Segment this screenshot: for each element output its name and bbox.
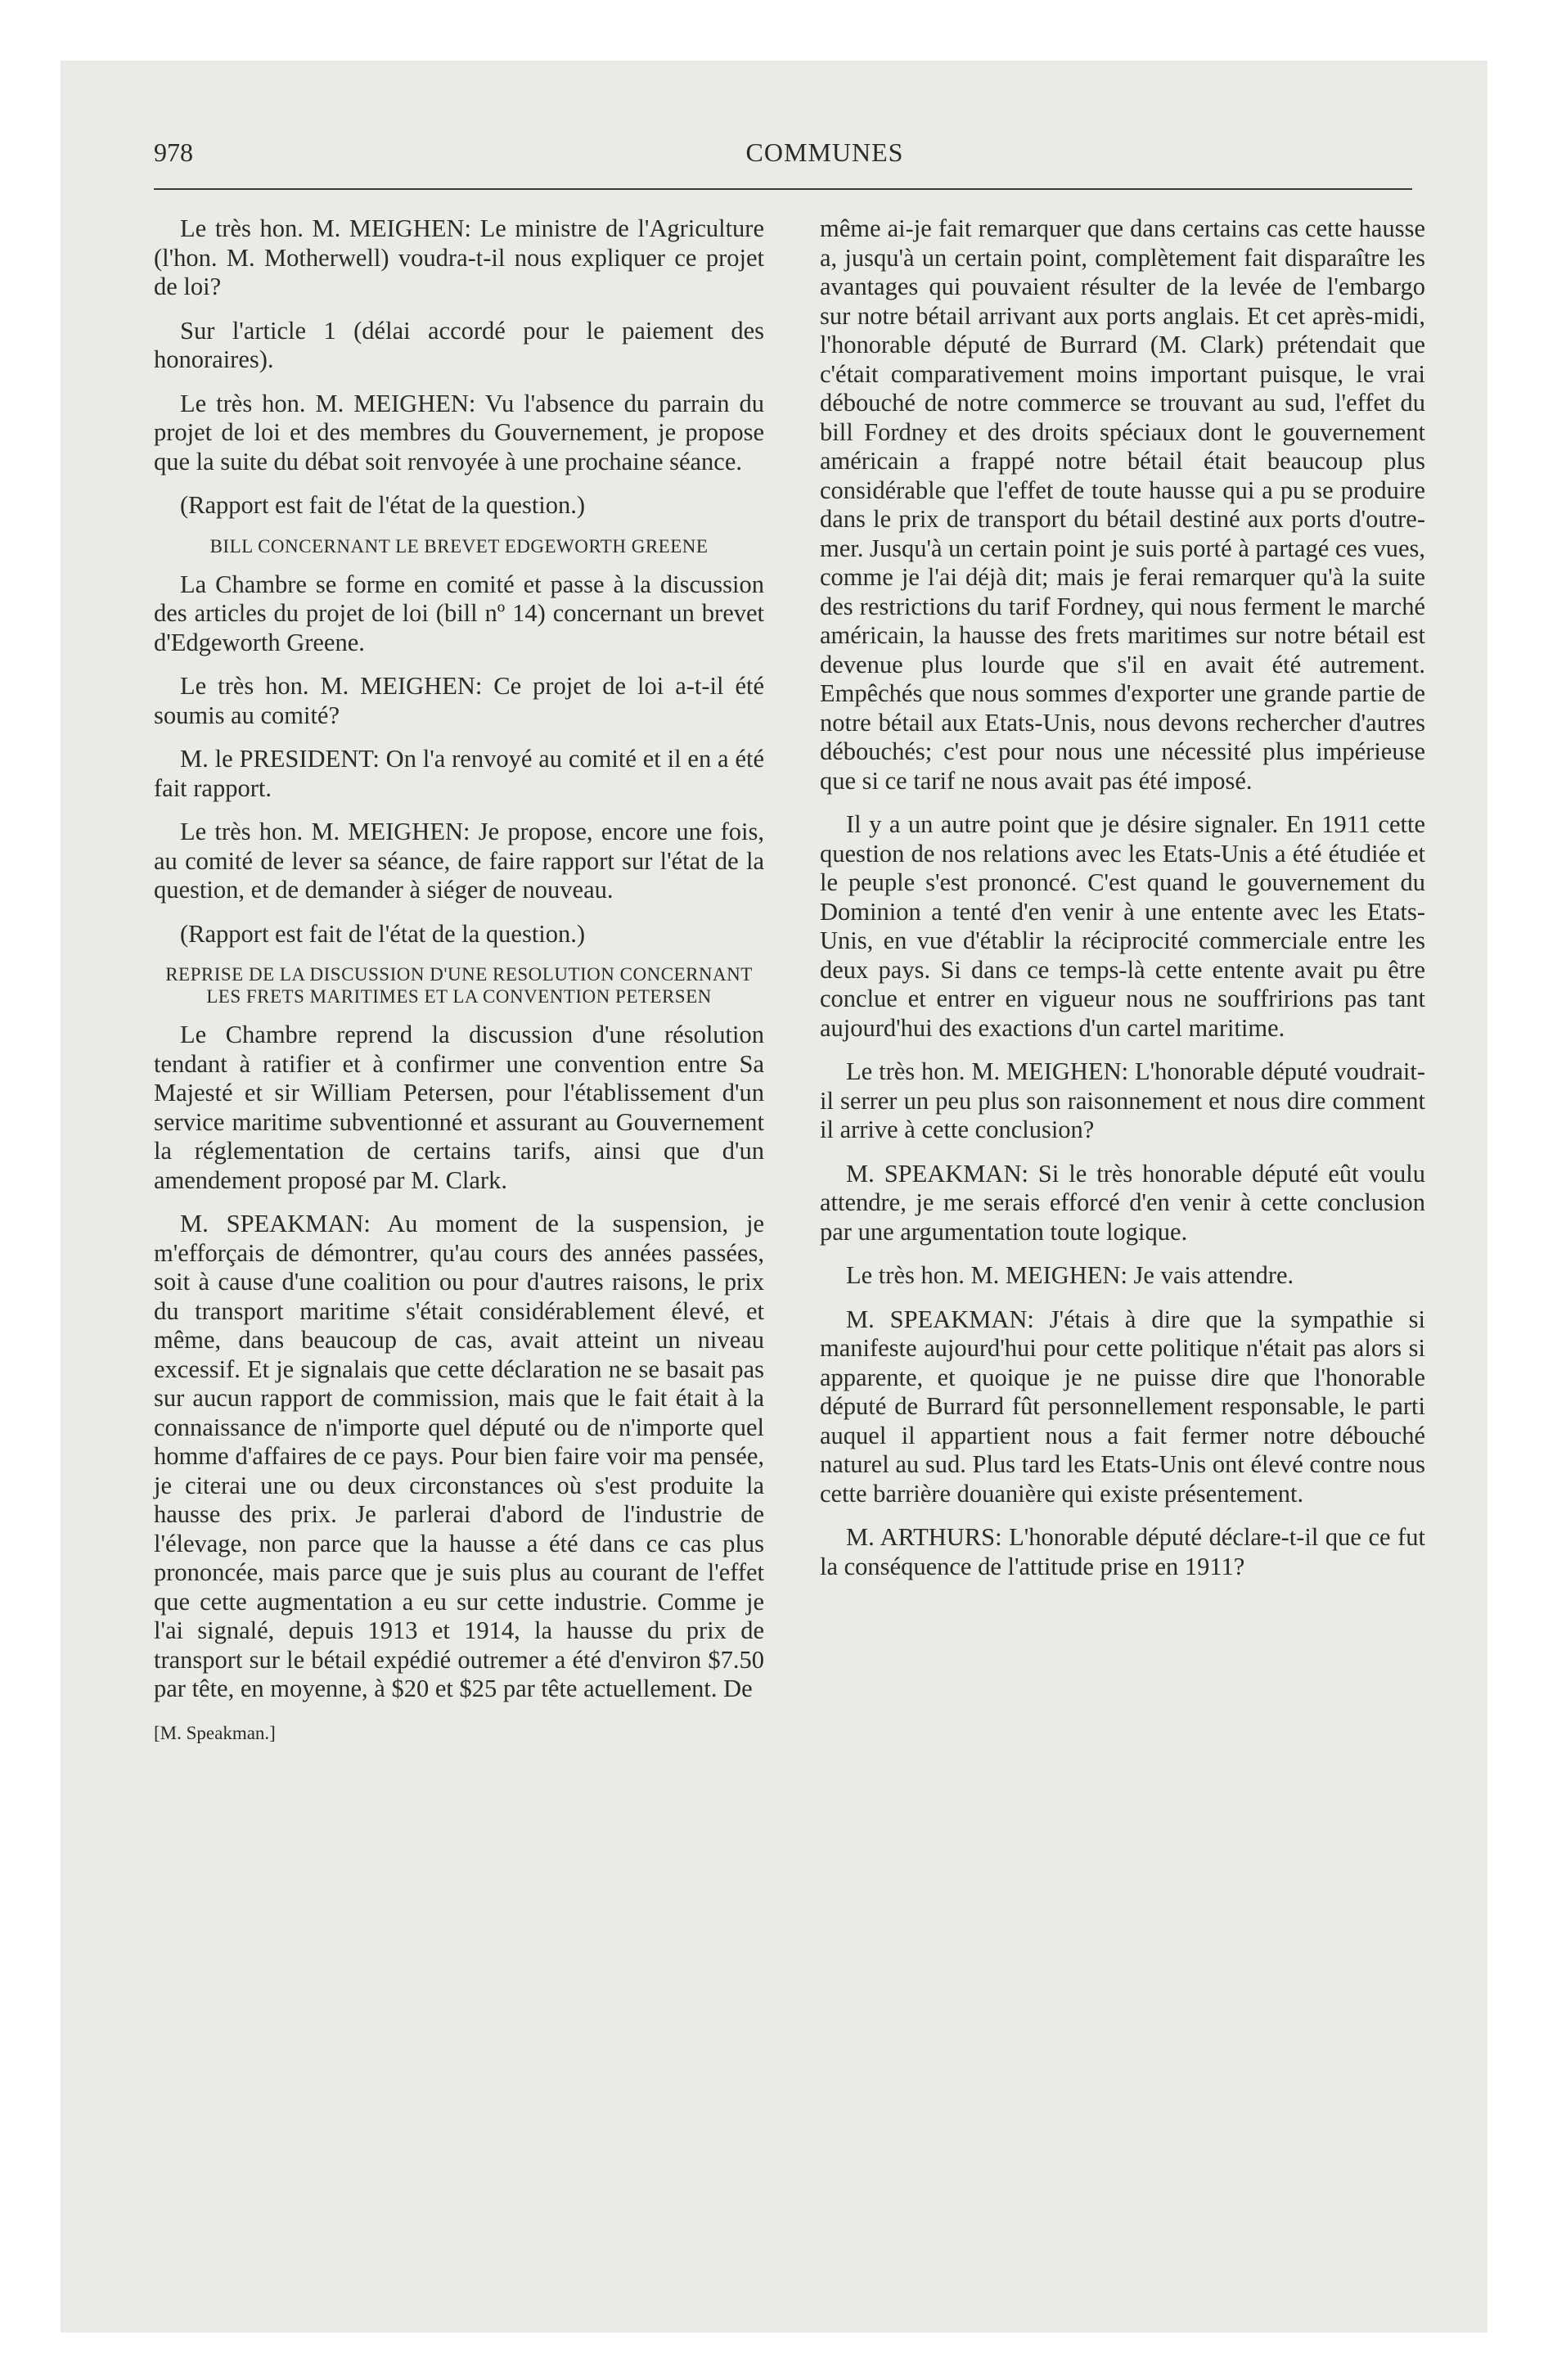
paragraph: (Rapport est fait de l'état de la question.) — [180, 919, 586, 948]
paragraph: M. SPEAKMAN: Si le très honorable député eût voulu attendre, je me serais efforcé d'en venir à cette conclusion par une argumentation toute logique. — [820, 1159, 1425, 1246]
speaker-signature: [M. Speakman.] — [154, 1722, 276, 1743]
paragraph: Le très hon. M. MEIGHEN: Le ministre de l'Agriculture (l'hon. M. Motherwell) voudra-t-il nous expliquer ce projet de loi? — [154, 214, 764, 300]
paragraph: M. SPEAKMAN: J'étais à dire que la sympathie si manifeste aujourd'hui pour cette politique n'était pas alors si apparente, et quoique je ne puisse dire que l'honorable député de Burrard fût personnellement responsable, le parti auquel il appartient nous a fait fermer notre débouché naturel au sud. Plus tard les Etats-Unis ont élevé contre nous cette barrière douanière qui existe présentement. — [820, 1305, 1425, 1508]
paragraph: (Rapport est fait de l'état de la question.) — [180, 491, 586, 519]
paragraph: même ai-je fait remarquer que dans certains cas cette hausse a, jusqu'à un certain point, complètement fait disparaître les avantages qui pouvaient résulter de la levée de l'embargo sur notre bétail arrivant aux ports anglais. Et cet après-midi, l'honorable député de Burrard (M. Clark) prétendait que c'était comparativement moins important puisque, le vrai débouché de notre commerce se trouvant au sud, l'effet du bill Fordney et des droits spéciaux dont le gouvernement américain a frappé notre bétail était beaucoup plus considérable que l'effet de toute hausse qui a pu se produire dans le prix de transport du bétail destiné aux ports d'outre-mer. Jusqu'à un certain point je suis porté à partagé ces vues, comme je l'ai déjà dit; mais je ferai remarquer qu'à la suite des restrictions du tarif Fordney, qui nous ferment le marché américain, la hausse des frets maritimes sur notre bétail est devenue plus lourde que s'il en avait été autrement. Empêchés que nous sommes d'exporter une grande partie de notre bétail aux Etats-Unis, nous devons rechercher d'autres débouchés; c'est pour nous une nécessité plus impérieuse que si ce tarif ne nous avait pas été imposé. — [820, 214, 1425, 795]
section-heading: REPRISE DE LA DISCUSSION D'UNE RESOLUTION CONCERNANT LES FRETS MARITIMES ET LA CONVENTION PETERSEN — [165, 964, 753, 1007]
paragraph: Le très hon. M. MEIGHEN: Vu l'absence du parrain du projet de loi et des membres du Gouvernement, je propose que la suite du débat soit renvoyée à une prochaine séance. — [154, 389, 764, 476]
paragraph: M. le PRESIDENT: On l'a renvoyé au comité et il en a été fait rapport. — [154, 745, 764, 802]
paragraph: La Chambre se forme en comité et passe à la discussion des articles du projet de loi (bill nº 14) concernant un brevet d'Edgeworth Greene. — [154, 570, 764, 656]
page-header — [154, 126, 1496, 175]
paragraph: Le Chambre reprend la discussion d'une résolution tendant à ratifier et à confirmer une convention entre Sa Majesté et sir William Petersen, pour l'établissement d'un service maritime subventionné et assurant au Gouvernement la réglementation de certains tarifs, ainsi que d'un amendement proposé par M. Clark. — [154, 1021, 764, 1194]
left-column — [154, 214, 764, 1747]
paragraph: M. ARTHURS: L'honorable député déclare-t-il que ce fut la conséquence de l'attitude prise en 1911? — [820, 1523, 1425, 1580]
paragraph: Il y a un autre point que je désire signaler. En 1911 cette question de nos relations avec les Etats-Unis a été étudiée et le peuple s'est prononcé. C'est quand le gouvernement du Dominion a tenté d'en venir à une entente avec les Etats-Unis, en vue d'établir la réciprocité commerciale entre les deux pays. Si dans ce temps-là cette entente avait pu être conclue et entrer en vigueur nous ne souffririons pas tant aujourd'hui des exactions d'un cartel maritime. — [820, 810, 1425, 1042]
header-rule — [154, 188, 1412, 190]
page-number: 978 — [154, 137, 193, 167]
paragraph: M. SPEAKMAN: Au moment de la suspension, je m'efforçais de démontrer, qu'au cours des années passées, soit à cause d'une coalition ou pour d'autres raisons, le prix du transport maritime s'était considérablement élevé, et même, dans beaucoup de cas, avait atteint un niveau excessif. Et je signalais que cette déclaration ne se basait pas sur aucun rapport de commission, mais que le fait était à la connaissance de n'importe quel député ou de n'importe quel homme d'affaires de ce pays. Pour bien faire voir ma pensée, je citerai une ou deux circonstances où s'est produite la hausse des prix. Je parlerai d'abord de l'industrie de l'élevage, non parce que la hausse a été dans ce cas plus prononcée, mais parce que je suis plus au courant de l'effet que cette augmentation a eu sur cette industrie. Comme je l'ai signalé, depuis 1913 et 1914, la hausse du prix de transport sur le bétail expédié outremer a été d'environ $7.50 par tête, en moyenne, à $20 et $25 par tête actuellement. De — [154, 1210, 764, 1702]
section-heading: BILL CONCERNANT LE BREVET EDGEWORTH GREENE — [209, 535, 709, 557]
paragraph: Le très hon. M. MEIGHEN: L'honorable député voudrait-il serrer un peu plus son raisonnement et nous dire comment il arrive à cette conclusion? — [820, 1057, 1425, 1143]
paragraph: Sur l'article 1 (délai accordé pour le paiement des honoraires). — [154, 316, 764, 373]
paragraph: Le très hon. M. MEIGHEN: Ce projet de loi a-t-il été soumis au comité? — [154, 672, 764, 729]
right-column — [820, 214, 1425, 1596]
running-head: COMMUNES — [745, 137, 904, 167]
paragraph: Le très hon. M. MEIGHEN: Je propose, encore une fois, au comité de lever sa séance, de faire rapport sur l'état de la question, et de demander à siéger de nouveau. — [154, 818, 764, 904]
paragraph: Le très hon. M. MEIGHEN: Je vais attendre. — [846, 1261, 1294, 1289]
document-page — [61, 61, 1487, 2333]
